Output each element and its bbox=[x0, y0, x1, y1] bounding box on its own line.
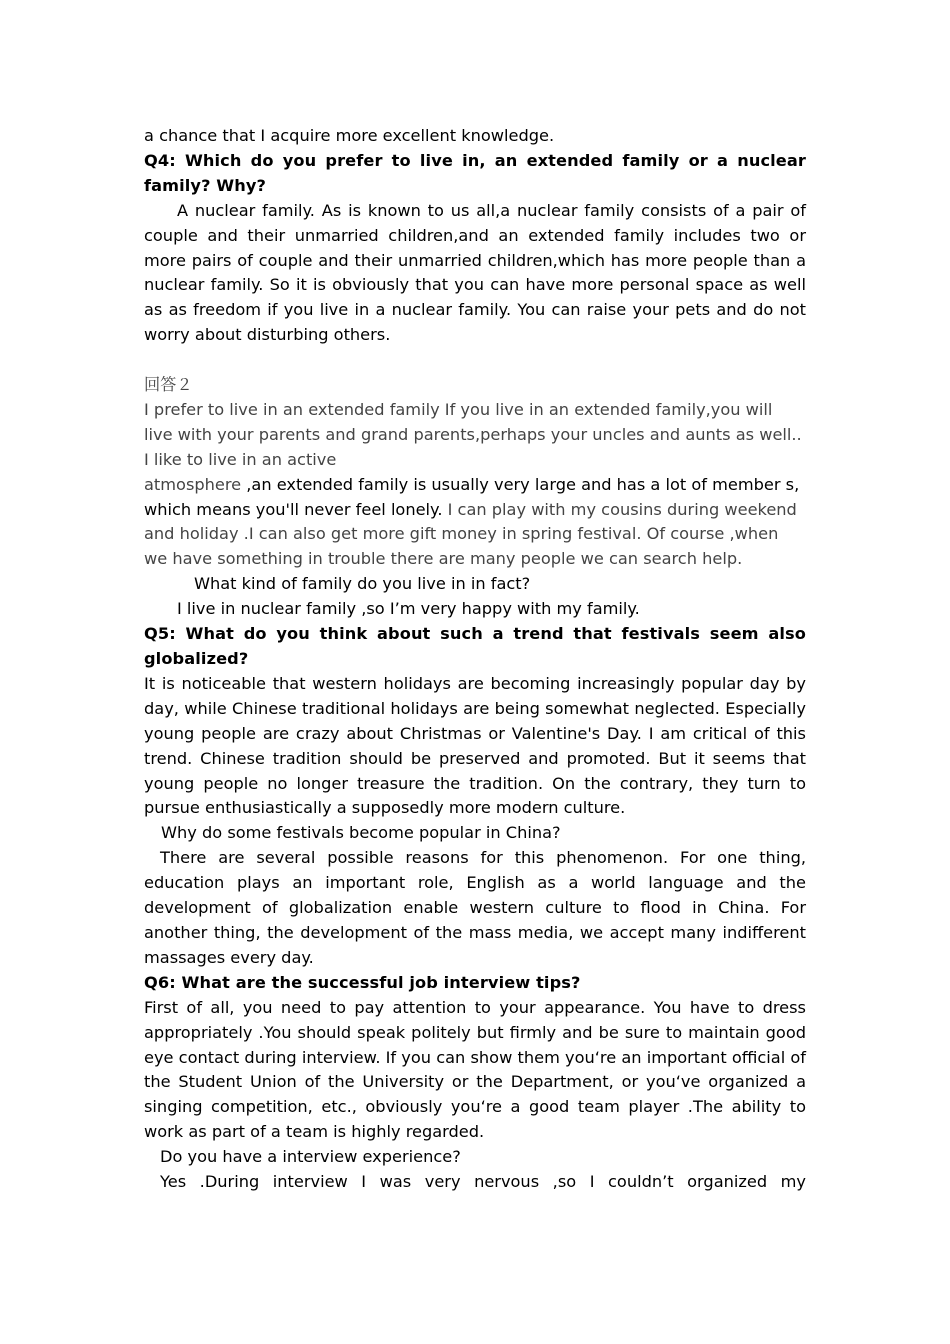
question-q6: Q6: What are the successful job interview tips? bbox=[144, 972, 581, 992]
document-page bbox=[144, 124, 806, 1195]
answer-q6: First of all, you need to pay attention to your appearance. You have to dress appropriately .You should speak politely but firmly and be sure to maintain good eye contact during interview. If you can show them you‘re an important official of the Student Union of the University or the Department, or you‘ve organized a singing competition, etc., obviously you‘re a good team player .The ability to work as part of a team is highly regarded. bbox=[144, 997, 806, 1142]
answer2-text-part3: ,an extended family is usually very large and has a lot of member s, which means you'll never feel lonely. bbox=[144, 474, 800, 519]
question-q4: Q4: Which do you prefer to live in, an extended family or a nuclear family? Why? bbox=[144, 150, 806, 195]
answer2-text-part1: I prefer to live in an extended family If you live in an extended family,you will live with your parents and grand parents,perhaps your uncles and aunts as well.. I like to live in an active bbox=[144, 399, 802, 469]
followup-answer-q6: Yes .During interview I was very nervous ,so I couldn’t organized my bbox=[160, 1172, 806, 1192]
blank-line bbox=[144, 348, 806, 373]
followup-question-q6: Do you have a interview experience? bbox=[160, 1147, 461, 1167]
followup-answer-q5: There are several possible reasons for this phenomenon. For one thing, education plays an important role, English as a world language and the development of globalization enable western culture to flood in China. For another thing, the development of the mass media, we accept many indifferent massages every day. bbox=[144, 848, 806, 967]
answer2-heading: 回答２ bbox=[144, 375, 193, 395]
question-q5: Q5: What do you think about such a trend that festivals seem also globalized? bbox=[144, 624, 806, 669]
followup-question-q4: What kind of family do you live in in fact? bbox=[194, 574, 531, 594]
answer-q4: A nuclear family. As is known to us all,a nuclear family consists of a pair of couple and their unmarried children,and an extended family includes two or more pairs of couple and their unmarried children,which has more people than a nuclear family. So it is obviously that you can have more personal space as well as as freedom if you live in a nuclear family. You can raise your pets and do not worry about disturbing others. bbox=[144, 200, 806, 345]
answer-q4-alternative bbox=[144, 398, 806, 572]
followup-answer-q4: I live in nuclear family ,so I’m very happy with my family. bbox=[177, 599, 640, 619]
answer2-text-part2: atmosphere bbox=[144, 474, 242, 494]
answer2-text-part4: I can play with my cousins during weekend and holiday .I can also get more gift money in spring festival. Of course ,when we have something in trouble there are many people we can search help. bbox=[144, 499, 797, 569]
answer-q5: It is noticeable that western holidays are becoming increasingly popular day by day, while Chinese traditional holidays are being somewhat neglected. Especially young people are crazy about Christmas or Valentine's Day. I am critical of this trend. Chinese tradition should be preserved and promoted. But it seems that young people no longer treasure the tradition. On the contrary, they turn to pursue enthusiastically a supposedly more modern culture. bbox=[144, 673, 806, 818]
followup-question-q5: Why do some festivals become popular in China? bbox=[161, 823, 561, 843]
paragraph-continuation: a chance that I acquire more excellent knowledge. bbox=[144, 126, 555, 145]
